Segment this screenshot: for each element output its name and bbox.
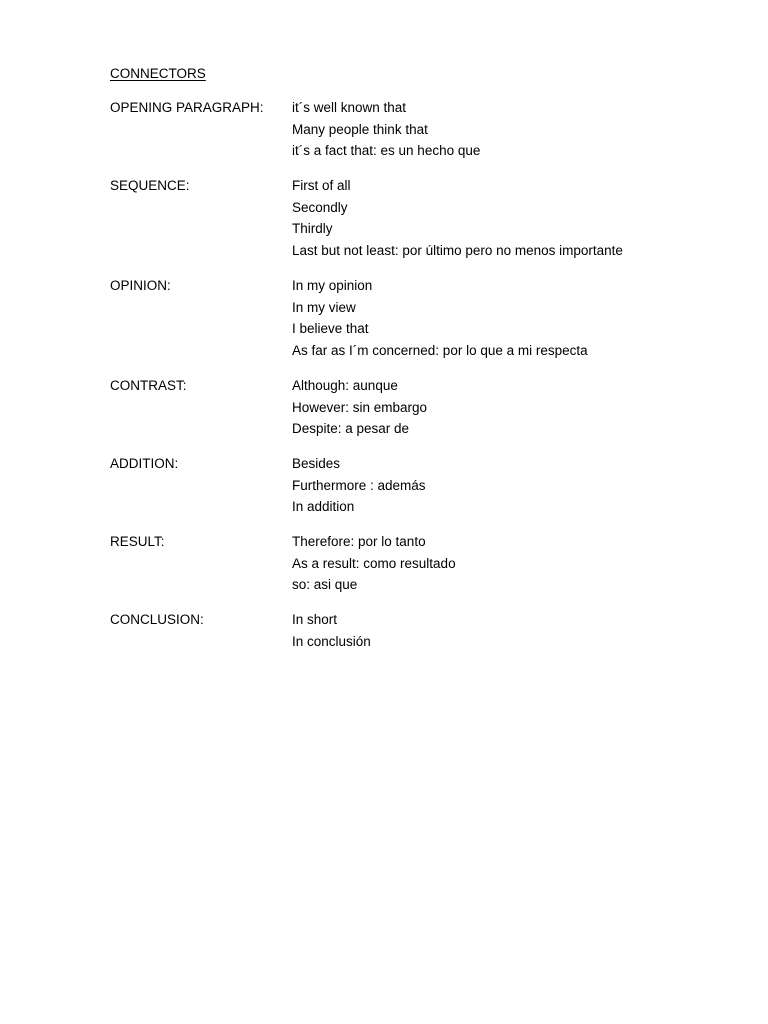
list-item: Many people think that bbox=[292, 121, 428, 137]
list-item: Furthermore : además bbox=[292, 477, 426, 493]
list-item: Although: aunque bbox=[292, 378, 398, 393]
list-item: Besides bbox=[292, 456, 341, 471]
list-item: so: asi que bbox=[292, 577, 358, 593]
list-item: Secondly bbox=[292, 199, 348, 215]
section-items bbox=[292, 275, 588, 362]
section-label: ADDITION: bbox=[110, 456, 179, 471]
section-label: OPENING PARAGRAPH: bbox=[110, 100, 264, 115]
list-item: it´s well known that bbox=[292, 100, 407, 115]
list-item: However: sin embargo bbox=[292, 399, 428, 415]
section-items bbox=[292, 531, 456, 596]
list-item: it´s a fact that: es un hecho que bbox=[292, 143, 481, 159]
section-label: OPINION: bbox=[110, 278, 171, 293]
document-title: CONNECTORS bbox=[110, 66, 206, 81]
list-item: Despite: a pesar de bbox=[292, 421, 410, 437]
list-item: In my view bbox=[292, 299, 356, 315]
list-item: As far as I´m concerned: por lo que a mi respecta bbox=[292, 343, 588, 359]
list-item: Last but not least: por último pero no menos importante bbox=[292, 243, 623, 259]
section-label: RESULT: bbox=[110, 534, 165, 549]
list-item: I believe that bbox=[292, 321, 369, 337]
section-items bbox=[292, 97, 480, 162]
list-item: In addition bbox=[292, 499, 355, 515]
section-items bbox=[292, 453, 426, 518]
section-items bbox=[292, 175, 623, 262]
section-label: CONCLUSION: bbox=[110, 612, 204, 627]
section-items bbox=[292, 609, 371, 652]
list-item: First of all bbox=[292, 178, 351, 193]
list-item: In short bbox=[292, 612, 338, 627]
list-item: In conclusión bbox=[292, 633, 371, 649]
list-item: Thirdly bbox=[292, 221, 333, 237]
section-label: SEQUENCE: bbox=[110, 178, 190, 193]
list-item: As a result: como resultado bbox=[292, 555, 456, 571]
section-label: CONTRAST: bbox=[110, 378, 187, 393]
list-item: Therefore: por lo tanto bbox=[292, 534, 426, 549]
section-items bbox=[292, 375, 427, 440]
list-item: In my opinion bbox=[292, 278, 373, 293]
